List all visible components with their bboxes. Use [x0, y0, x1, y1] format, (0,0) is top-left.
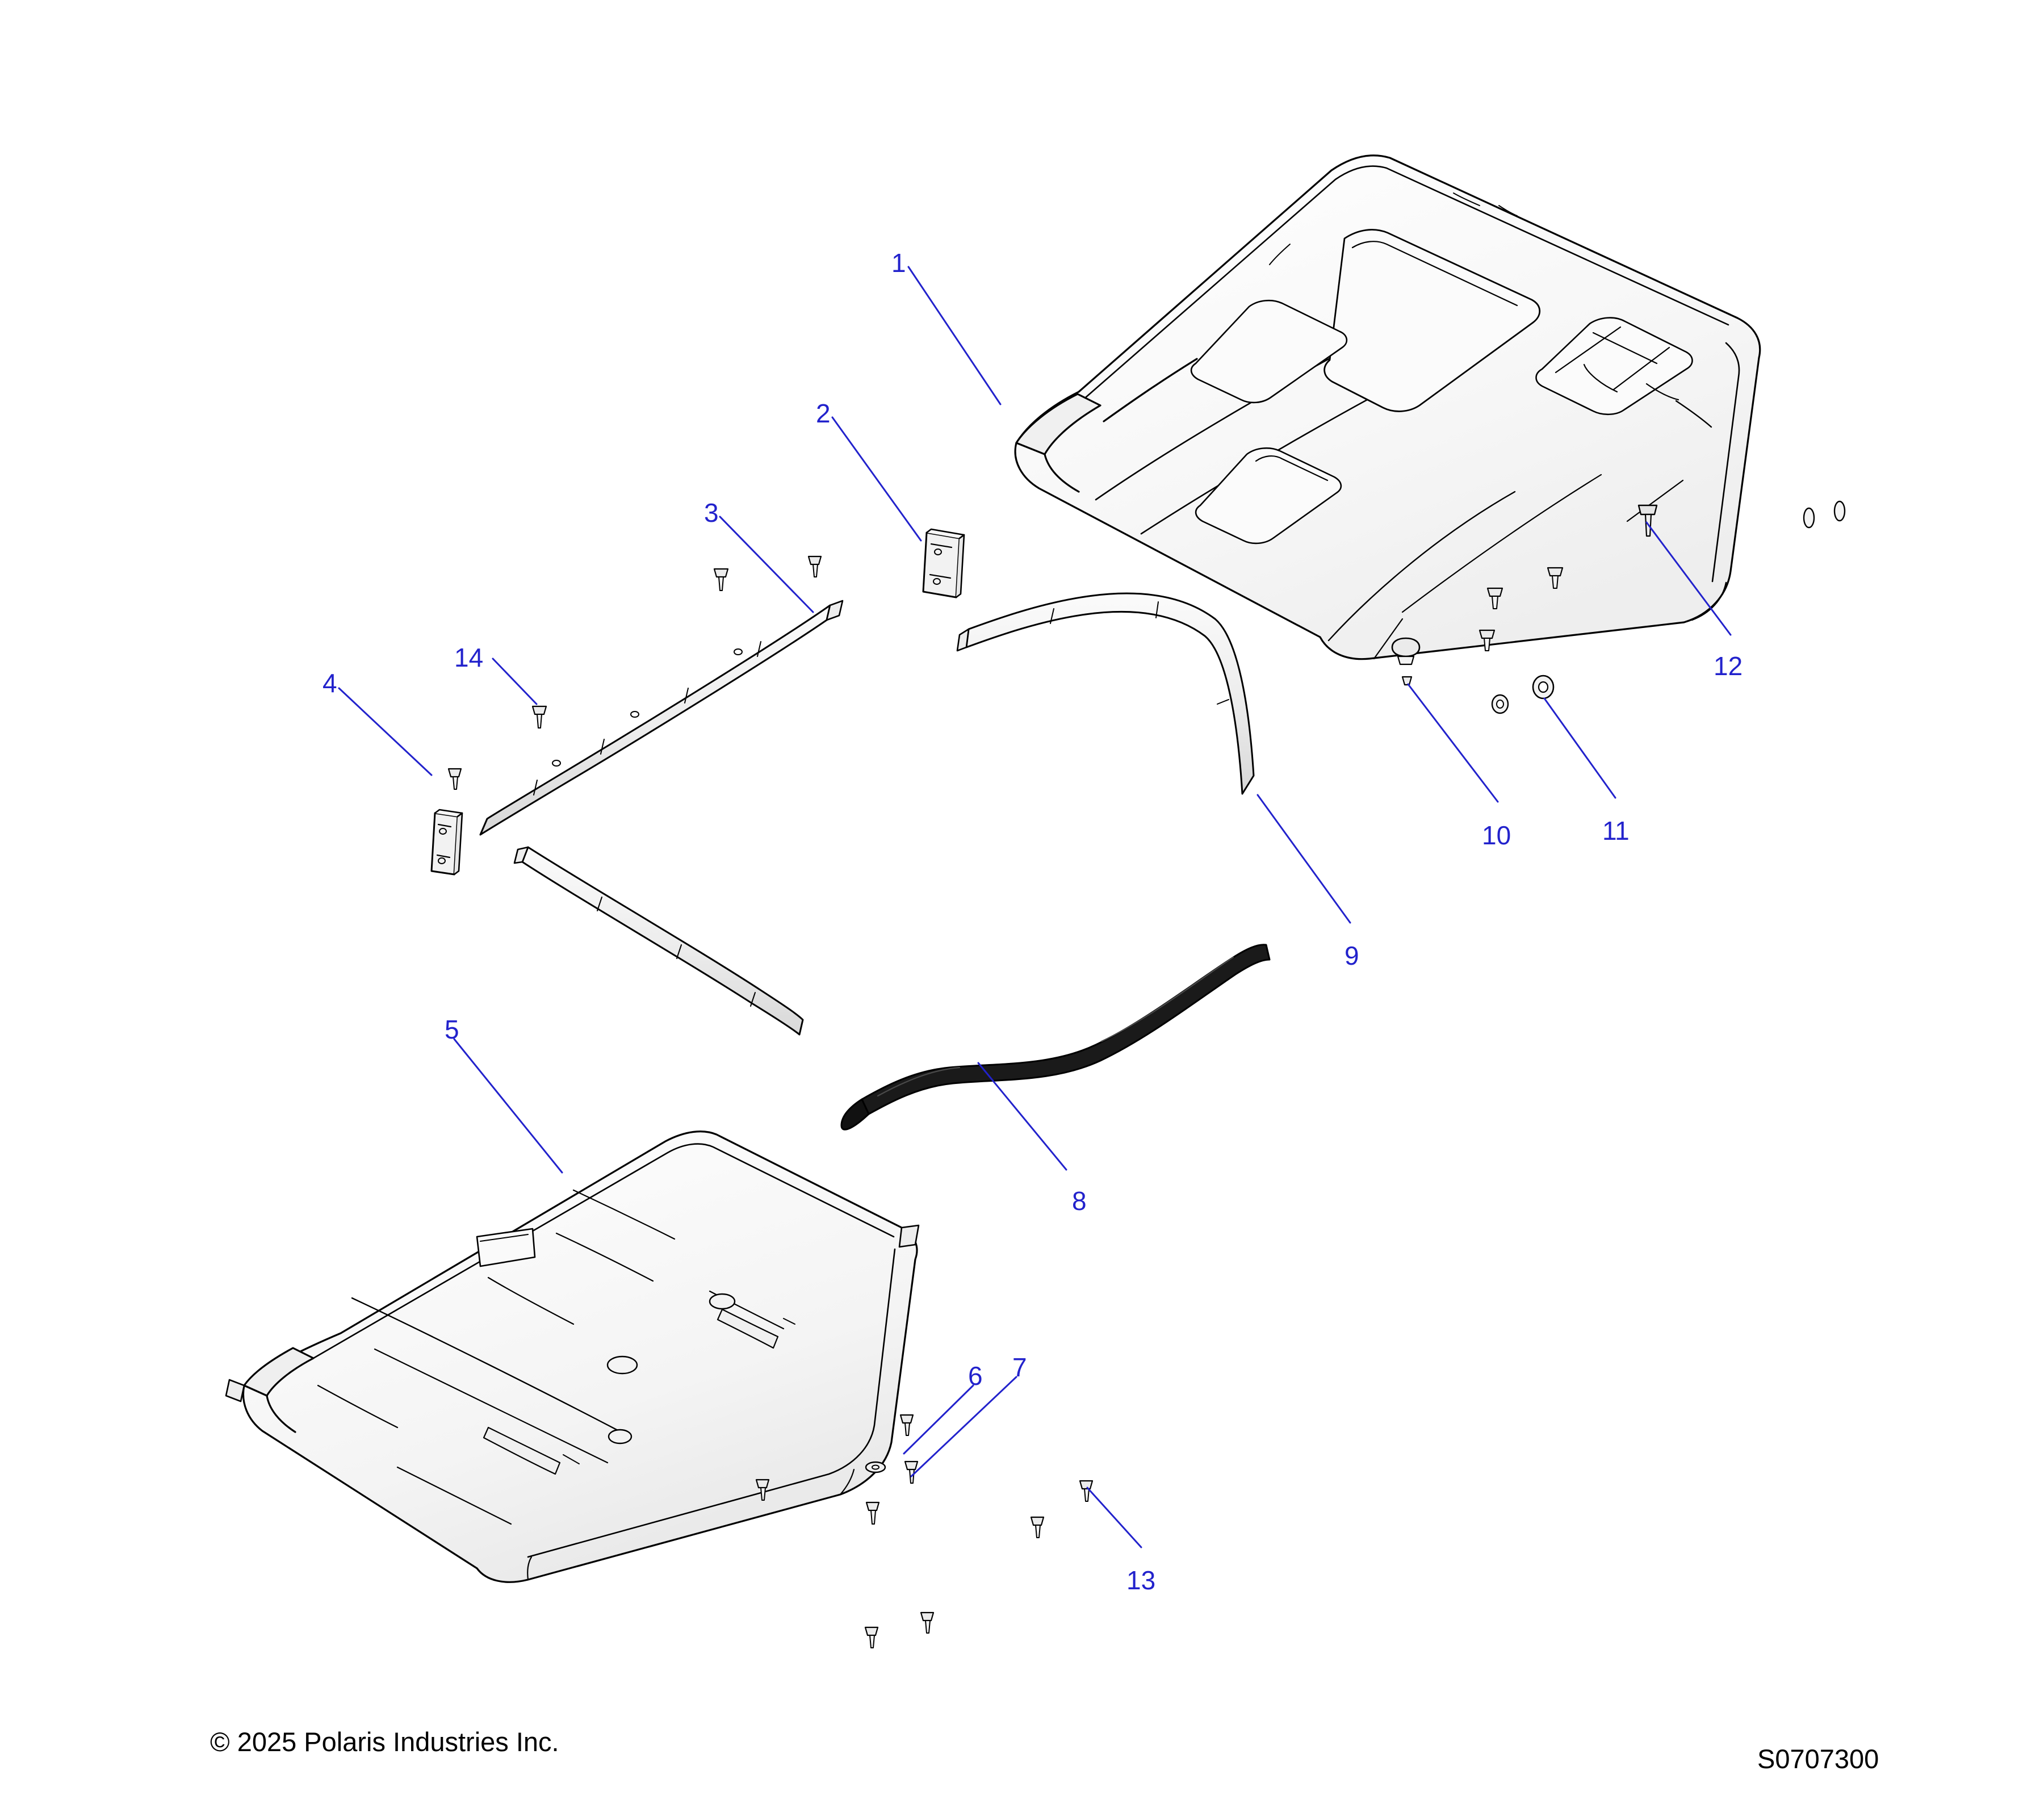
- callout-10: 10: [1482, 820, 1511, 850]
- part-side-seal-strip-right: [957, 593, 1254, 794]
- part-small-bracket-left: [432, 810, 462, 874]
- part-rear-seal-black: [841, 945, 1270, 1130]
- drawing-number: S0707300: [1757, 1744, 1879, 1774]
- part-front-seal-strip: [480, 601, 843, 835]
- part-front-seal-strip-mate: [514, 847, 803, 1035]
- part-roof-inner-headliner: [226, 1132, 919, 1582]
- callout-2: 2: [816, 399, 831, 428]
- fastener-cluster-upper-left: [449, 556, 821, 789]
- part-roof-outer-panel: [1015, 156, 1760, 659]
- callout-7: 7: [1012, 1353, 1027, 1382]
- callout-9: 9: [1344, 941, 1359, 970]
- copyright-notice: © 2025 Polaris Industries Inc.: [210, 1727, 559, 1757]
- callout-12: 12: [1714, 651, 1743, 681]
- callout-6: 6: [968, 1361, 983, 1391]
- callout-3: 3: [704, 498, 719, 527]
- callout-13: 13: [1126, 1565, 1156, 1595]
- callout-11: 11: [1602, 816, 1630, 845]
- part-small-bracket-right: [923, 529, 964, 597]
- callout-8: 8: [1072, 1186, 1087, 1216]
- callout-1: 1: [891, 248, 906, 278]
- callout-5: 5: [445, 1015, 459, 1044]
- callout-4: 4: [322, 668, 337, 698]
- callout-14: 14: [454, 643, 484, 672]
